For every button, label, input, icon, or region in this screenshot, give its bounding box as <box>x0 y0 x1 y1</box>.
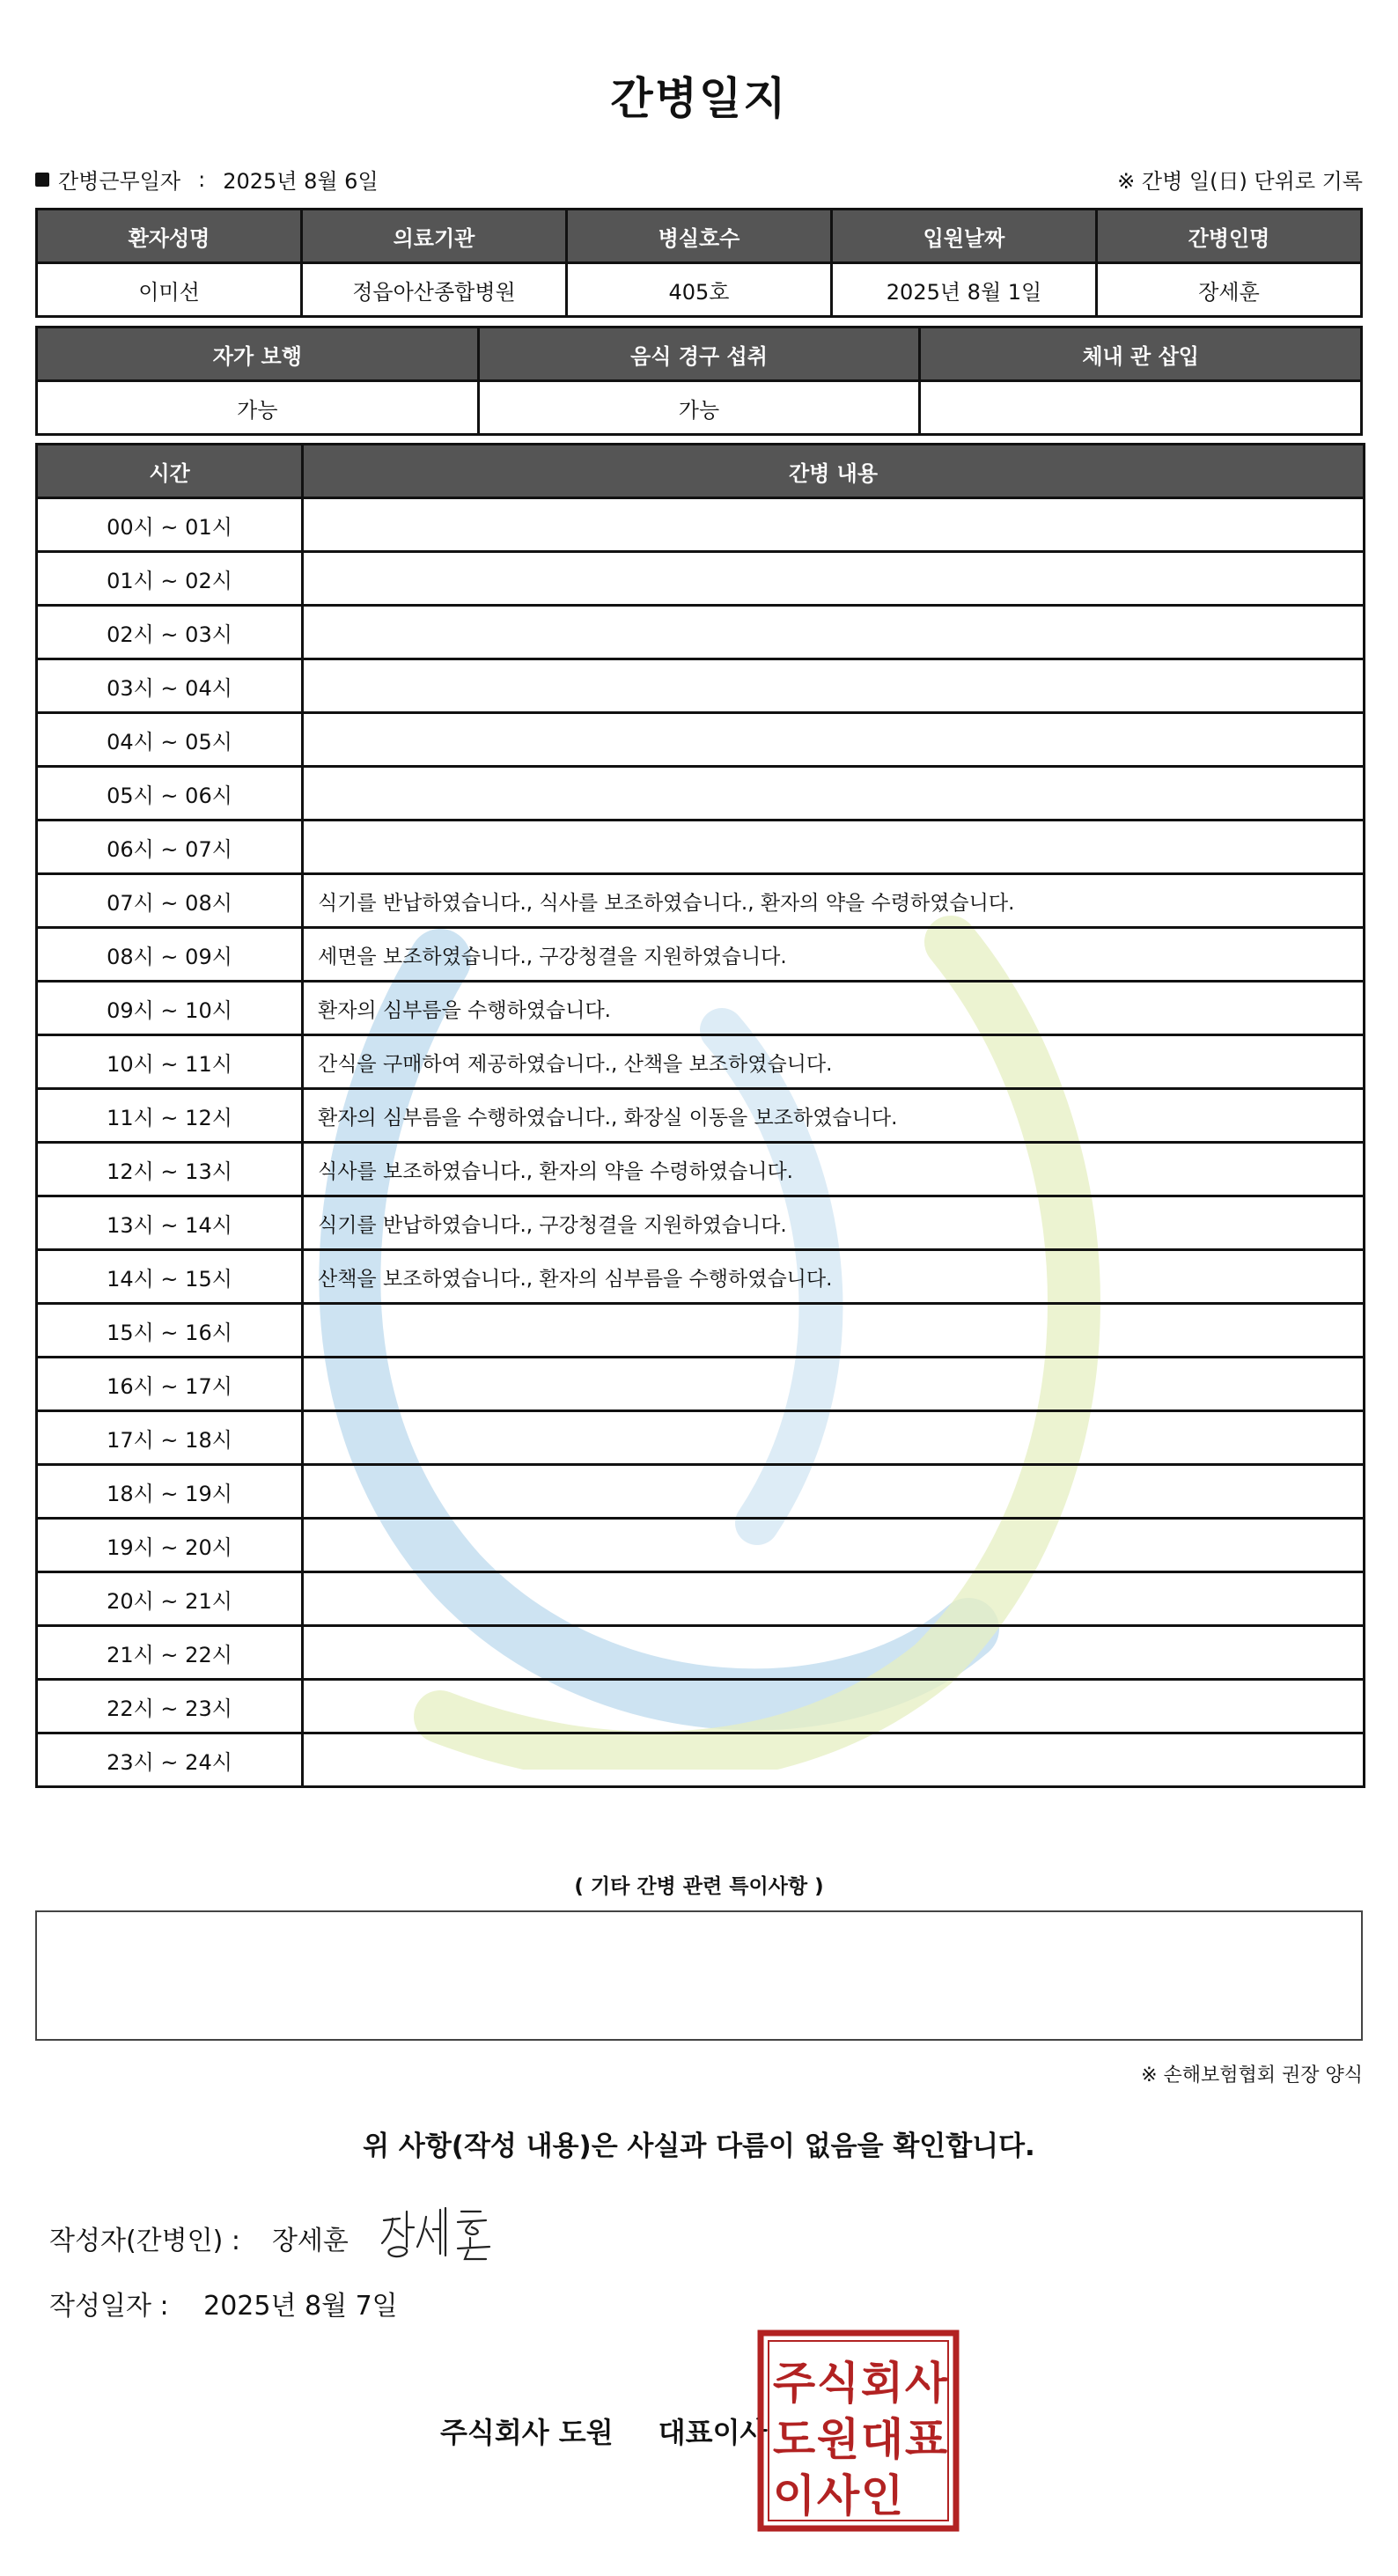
seal-char: 회 <box>860 2358 904 2409</box>
log-time: 16시 ~ 17시 <box>37 1358 303 1411</box>
confirm-statement: 위 사항(작성 내용)은 사실과 다름이 없음을 확인합니다. <box>363 2131 1035 2162</box>
log-content: 간식을 구매하여 제공하였습니다., 산책을 보조하였습니다. <box>303 1035 1365 1089</box>
table-row <box>37 1304 1365 1358</box>
table-row <box>37 1035 1365 1089</box>
seal-char: 사 <box>816 2470 860 2521</box>
info-header: 간병인명 <box>1097 210 1362 263</box>
recommend-note: ※ 손해보험협회 권장 양식 <box>1141 2064 1363 2087</box>
log-content <box>303 767 1365 821</box>
status-header: 체내 관 삽입 <box>920 328 1362 381</box>
table-row <box>37 1089 1365 1143</box>
patient-name: 이미선 <box>37 263 302 317</box>
seal-char: 대 <box>860 2414 904 2465</box>
log-content: 식사를 보조하였습니다., 환자의 약을 수령하였습니다. <box>303 1143 1365 1196</box>
writer-name: 장세훈 <box>271 2226 349 2256</box>
log-time: 03시 ~ 04시 <box>37 659 303 713</box>
table-row <box>37 1680 1365 1733</box>
log-header-time: 시간 <box>37 445 303 498</box>
info-header: 의료기관 <box>302 210 567 263</box>
log-content <box>303 1465 1365 1519</box>
log-time: 12시 ~ 13시 <box>37 1143 303 1196</box>
seal-char: 이 <box>772 2470 816 2521</box>
log-content <box>303 1680 1365 1733</box>
table-row <box>37 1572 1365 1626</box>
company-role: 대표이사 <box>658 2416 768 2449</box>
hospital-name: 정읍아산종합병원 <box>302 263 567 317</box>
care-log-table <box>35 443 1365 1788</box>
seal-char: 식 <box>816 2358 860 2409</box>
table-row <box>37 1626 1365 1680</box>
seal-char: 원 <box>816 2414 860 2465</box>
log-time: 09시 ~ 10시 <box>37 982 303 1035</box>
table-row <box>37 1196 1365 1250</box>
log-content <box>303 821 1365 874</box>
log-content <box>303 1572 1365 1626</box>
table-row <box>37 982 1365 1035</box>
room-number: 405호 <box>567 263 832 317</box>
log-content: 세면을 보조하였습니다., 구강청결을 지원하였습니다. <box>303 928 1365 982</box>
log-content: 환자의 심부름을 수행하였습니다. <box>303 982 1365 1035</box>
company-row <box>440 2410 767 2451</box>
written-date-label: 작성일자 : <box>49 2291 169 2322</box>
table-row <box>37 1411 1365 1465</box>
seal-char: 사 <box>904 2358 948 2409</box>
page-title: 간병일지 <box>610 73 788 124</box>
log-content: 산책을 보조하였습니다., 환자의 심부름을 수행하였습니다. <box>303 1250 1365 1304</box>
work-date <box>35 164 379 195</box>
log-content: 환자의 심부름을 수행하였습니다., 화장실 이동을 보조하였습니다. <box>303 1089 1365 1143</box>
square-bullet-icon <box>35 173 49 187</box>
caregiver-name: 장세훈 <box>1097 263 1362 317</box>
log-time: 20시 ~ 21시 <box>37 1572 303 1626</box>
self-walking-value: 가능 <box>37 381 479 435</box>
table-row <box>37 1358 1365 1411</box>
status-header: 음식 경구 섭취 <box>478 328 920 381</box>
log-time: 10시 ~ 11시 <box>37 1035 303 1089</box>
log-time: 08시 ~ 09시 <box>37 928 303 982</box>
log-time: 06시 ~ 07시 <box>37 821 303 874</box>
log-content: 식기를 반납하였습니다., 구강청결을 지원하였습니다. <box>303 1196 1365 1250</box>
table-row <box>37 767 1365 821</box>
log-time: 21시 ~ 22시 <box>37 1626 303 1680</box>
table-row <box>37 1465 1365 1519</box>
log-time: 07시 ~ 08시 <box>37 874 303 928</box>
log-time: 23시 ~ 24시 <box>37 1733 303 1787</box>
log-time: 11시 ~ 12시 <box>37 1089 303 1143</box>
table-row <box>37 552 1365 606</box>
writer-row <box>49 2219 349 2257</box>
table-row <box>37 1143 1365 1196</box>
log-time: 18시 ~ 19시 <box>37 1465 303 1519</box>
admission-date: 2025년 8월 1일 <box>832 263 1097 317</box>
log-time: 22시 ~ 23시 <box>37 1680 303 1733</box>
log-content: 식기를 반납하였습니다., 식사를 보조하였습니다., 환자의 약을 수령하였습니다. <box>303 874 1365 928</box>
info-header: 입원날짜 <box>832 210 1097 263</box>
log-content <box>303 606 1365 659</box>
log-content <box>303 659 1365 713</box>
log-content <box>303 1304 1365 1358</box>
seal-char: 표 <box>904 2414 948 2465</box>
oral-intake-value: 가능 <box>478 381 920 435</box>
patient-info-table <box>35 208 1363 318</box>
notes-title: ( 기타 간병 관련 특이사항 ) <box>574 1875 824 1898</box>
log-time: 05시 ~ 06시 <box>37 767 303 821</box>
log-time: 15시 ~ 16시 <box>37 1304 303 1358</box>
log-content <box>303 713 1365 767</box>
tube-insertion-value <box>920 381 1362 435</box>
written-date-row <box>49 2284 398 2322</box>
info-header: 병실호수 <box>567 210 832 263</box>
log-time: 02시 ~ 03시 <box>37 606 303 659</box>
log-header-content: 간병 내용 <box>303 445 1365 498</box>
log-time: 13시 ~ 14시 <box>37 1196 303 1250</box>
table-row <box>37 1733 1365 1787</box>
table-row <box>37 874 1365 928</box>
log-time: 17시 ~ 18시 <box>37 1411 303 1465</box>
written-date-value: 2025년 8월 7일 <box>203 2291 398 2322</box>
status-header: 자가 보행 <box>37 328 479 381</box>
work-date-colon: : <box>198 166 206 192</box>
seal-char: 도 <box>772 2414 816 2465</box>
seal-char: 주 <box>772 2358 816 2409</box>
table-row <box>37 821 1365 874</box>
log-time: 00시 ~ 01시 <box>37 498 303 552</box>
table-row <box>37 498 1365 552</box>
notes-box <box>35 1910 1363 2041</box>
log-content <box>303 498 1365 552</box>
table-row <box>37 659 1365 713</box>
table-row <box>37 713 1365 767</box>
patient-status-table <box>35 326 1363 436</box>
work-date-label: 간병근무일자 <box>58 169 181 194</box>
writer-label: 작성자(간병인) : <box>49 2226 240 2256</box>
table-row <box>37 1250 1365 1304</box>
table-row <box>37 928 1365 982</box>
log-time: 19시 ~ 20시 <box>37 1519 303 1572</box>
log-content <box>303 1519 1365 1572</box>
info-header: 환자성명 <box>37 210 302 263</box>
table-row <box>37 1519 1365 1572</box>
log-content <box>303 552 1365 606</box>
company-seal <box>757 2329 960 2536</box>
handwritten-signature <box>377 2203 500 2268</box>
log-time: 14시 ~ 15시 <box>37 1250 303 1304</box>
log-time: 04시 ~ 05시 <box>37 713 303 767</box>
seal-char: 인 <box>860 2470 904 2521</box>
table-row <box>37 606 1365 659</box>
log-content <box>303 1358 1365 1411</box>
log-time: 01시 ~ 02시 <box>37 552 303 606</box>
log-content <box>303 1733 1365 1787</box>
company-name: 주식회사 도원 <box>440 2416 614 2449</box>
work-date-value: 2025년 8월 6일 <box>223 169 379 194</box>
log-content <box>303 1411 1365 1465</box>
unit-note: ※ 간병 일(日) 단위로 기록 <box>1117 169 1363 194</box>
log-content <box>303 1626 1365 1680</box>
